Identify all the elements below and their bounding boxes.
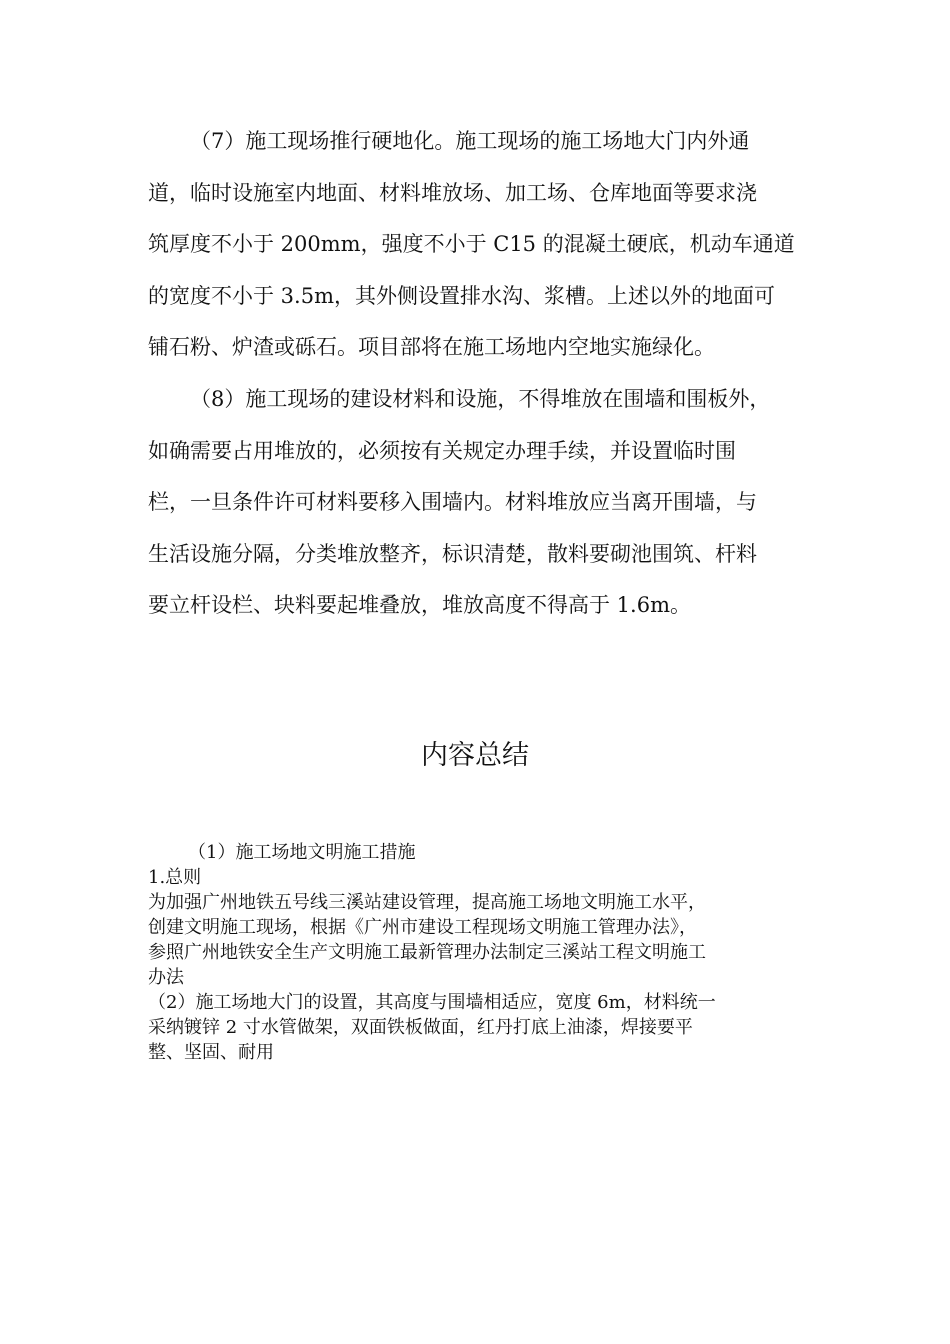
summary-line: 创建文明施工现场，根据《广州市建设工程现场文明施工管理办法》，: [148, 917, 697, 938]
summary-line: 办法: [148, 967, 184, 988]
summary-line: 采纳镀锌 2 寸水管做架，双面铁板做面，红丹打底上油漆，焊接要平: [148, 1017, 693, 1038]
summary-line: 1.总则: [148, 867, 202, 888]
paragraph-line: 生活设施分隔，分类堆放整齐，标识清楚，散料要砌池围筑、杆料: [148, 541, 757, 566]
paragraph-line: （8）施工现场的建设材料和设施，不得堆放在围墙和围板外，: [190, 386, 771, 411]
paragraph-line: 道，临时设施室内地面、材料堆放场、加工场、仓库地面等要求浇: [148, 180, 757, 205]
summary-block: [148, 840, 808, 1065]
summary-line: 参照广州地铁安全生产文明施工最新管理办法制定三溪站工程文明施工: [148, 942, 706, 963]
summary-line: 整、坚固、耐用: [148, 1042, 274, 1063]
paragraph-line: 铺石粉、炉渣或砾石。项目部将在施工场地内空地实施绿化。: [148, 335, 715, 360]
summary-line: 为加强广州地铁五号线三溪站建设管理，提高施工场地文明施工水平，: [148, 892, 706, 913]
paragraph-line: 的宽度不小于 3.5m，其外侧设置排水沟、浆槽。上述以外的地面可: [148, 283, 775, 308]
paragraph-line: 筑厚度不小于 200mm，强度不小于 C15 的混凝土硬底，机动车通道: [148, 232, 795, 257]
paragraph-line: （7）施工现场推行硬地化。施工现场的施工场地大门内外通: [190, 129, 750, 153]
body-text: [148, 116, 808, 632]
summary-line: （1）施工场地文明施工措施: [188, 842, 416, 863]
paragraph-line: 要立杆设栏、块料要起堆叠放，堆放高度不得高于 1.6m。: [148, 593, 691, 618]
paragraph-line: 栏，一旦条件许可材料要移入围墙内。材料堆放应当离开围墙，与: [148, 490, 757, 515]
paragraph-7: [148, 116, 808, 374]
summary-line: （2）施工场地大门的设置，其高度与围墙相适应，宽度 6m，材料统一: [148, 992, 716, 1013]
section-heading: 内容总结: [421, 740, 529, 771]
paragraph-8: [148, 374, 808, 632]
paragraph-line: 如确需要占用堆放的，必须按有关规定办理手续，并设置临时围: [148, 438, 736, 463]
